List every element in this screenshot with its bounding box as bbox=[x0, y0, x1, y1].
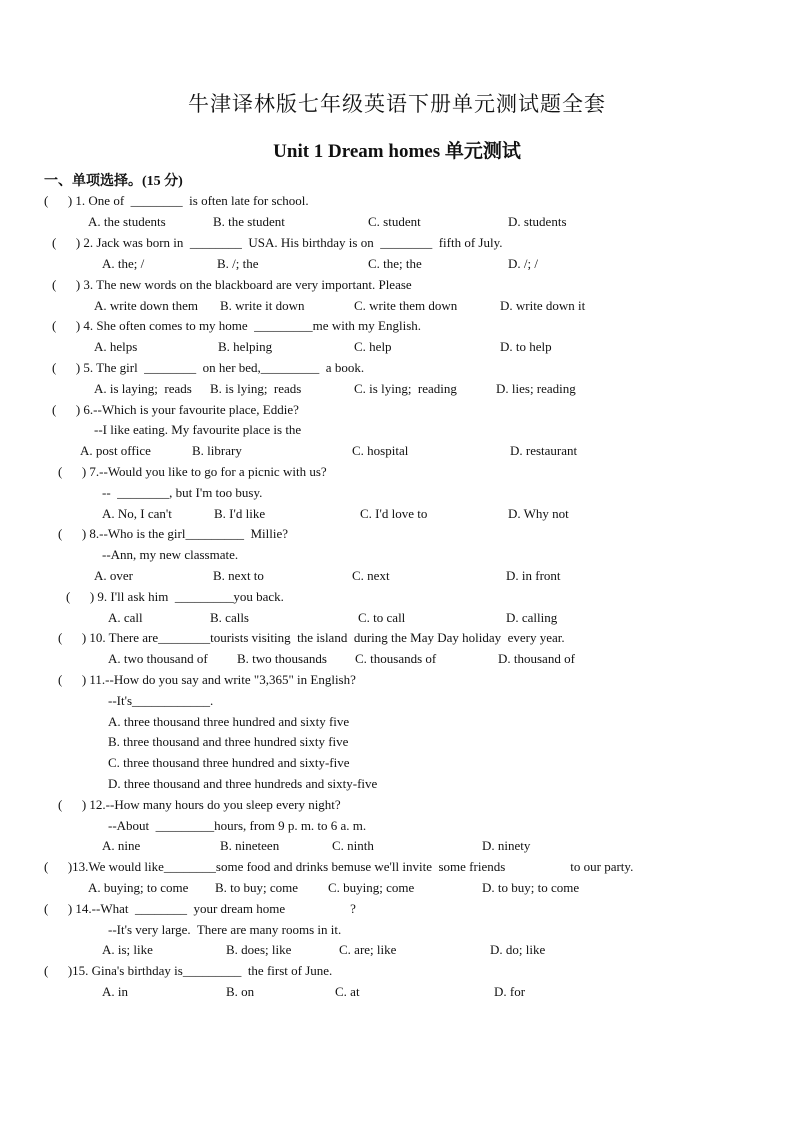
q14-option-d: D. do; like bbox=[490, 942, 546, 957]
q9-option-c: C. to call bbox=[358, 610, 406, 625]
question-11-continuation: --It's____________. bbox=[108, 693, 214, 708]
q7-option-b: B. I'd like bbox=[214, 506, 266, 521]
question-13-stem: ( )13.We would like________some food and drinks bemuse we'll invite some friends to our party. bbox=[44, 859, 634, 874]
q6-option-d: D. restaurant bbox=[510, 443, 578, 458]
question-8-stem: ( ) 8.--Who is the girl_________ Millie? bbox=[58, 526, 288, 541]
q11-option-d: D. three thousand and three hundreds and sixty-five bbox=[108, 776, 378, 791]
question-7-stem: ( ) 7.--Would you like to go for a picnic with us? bbox=[58, 464, 327, 479]
q12-option-a: A. nine bbox=[102, 838, 141, 853]
q9-option-a: A. call bbox=[108, 610, 143, 625]
q14-option-a: A. is; like bbox=[102, 942, 153, 957]
page-subtitle: Unit 1 Dream homes 单元测试 bbox=[273, 141, 521, 162]
q6-option-c: C. hospital bbox=[352, 443, 409, 458]
question-12-stem: ( ) 12.--How many hours do you sleep every night? bbox=[58, 797, 341, 812]
q11-option-b: B. three thousand and three hundred sixty five bbox=[108, 734, 349, 749]
q7-option-a: A. No, I can't bbox=[102, 506, 172, 521]
q8-option-c: C. next bbox=[352, 568, 390, 583]
q14-option-b: B. does; like bbox=[226, 942, 292, 957]
q14-option-c: C. are; like bbox=[339, 942, 397, 957]
q6-option-a: A. post office bbox=[80, 443, 151, 458]
q3-option-d: D. write down it bbox=[500, 298, 586, 313]
question-11-stem: ( ) 11.--How do you say and write "3,365" in English? bbox=[58, 672, 356, 687]
q5-option-b: B. is lying; reads bbox=[210, 381, 302, 396]
question-15-stem: ( )15. Gina's birthday is_________ the first of June. bbox=[44, 963, 333, 978]
q13-option-a: A. buying; to come bbox=[88, 880, 189, 895]
q11-option-a: A. three thousand three hundred and sixty five bbox=[108, 714, 350, 729]
q1-option-c: C. student bbox=[368, 214, 421, 229]
q9-option-d: D. calling bbox=[506, 610, 558, 625]
q2-option-b: B. /; the bbox=[217, 256, 259, 271]
question-10-stem: ( ) 10. There are________tourists visiting the island during the May Day holiday every year. bbox=[58, 630, 565, 645]
question-6-continuation: --I like eating. My favourite place is the bbox=[94, 422, 302, 437]
q6-option-b: B. library bbox=[192, 443, 242, 458]
q4-option-a: A. helps bbox=[94, 339, 138, 354]
q5-option-c: C. is lying; reading bbox=[354, 381, 457, 396]
q12-option-c: C. ninth bbox=[332, 838, 374, 853]
question-12-continuation: --About _________hours, from 9 p. m. to 6 a. m. bbox=[108, 818, 367, 833]
q1-option-a: A. the students bbox=[88, 214, 166, 229]
page-title: 牛津译林版七年级英语下册单元测试题全套 bbox=[188, 92, 606, 116]
q3-option-b: B. write it down bbox=[220, 298, 305, 313]
q8-option-d: D. in front bbox=[506, 568, 561, 583]
q4-option-b: B. helping bbox=[218, 339, 273, 354]
question-2-stem: ( ) 2. Jack was born in ________ USA. His birthday is on ________ fifth of July. bbox=[52, 235, 503, 250]
q13-option-d: D. to buy; to come bbox=[482, 880, 580, 895]
q2-option-a: A. the; / bbox=[102, 256, 145, 271]
q12-option-b: B. nineteen bbox=[220, 838, 280, 853]
question-14-continuation: --It's very large. There are many rooms in it. bbox=[108, 922, 342, 937]
q4-option-c: C. help bbox=[354, 339, 392, 354]
q8-option-a: A. over bbox=[94, 568, 133, 583]
section-heading: 一、单项选择。(15 分) bbox=[44, 174, 183, 189]
q15-option-d: D. for bbox=[494, 984, 526, 999]
q5-option-d: D. lies; reading bbox=[496, 381, 576, 396]
q15-option-c: C. at bbox=[335, 984, 360, 999]
q4-option-d: D. to help bbox=[500, 339, 552, 354]
q10-option-a: A. two thousand of bbox=[108, 651, 208, 666]
q2-option-d: D. /; / bbox=[508, 256, 538, 271]
question-1-stem: ( ) 1. One of ________ is often late for school. bbox=[44, 193, 309, 208]
question-7-continuation: -- ________, but I'm too busy. bbox=[102, 485, 263, 500]
q13-option-c: C. buying; come bbox=[328, 880, 415, 895]
q1-option-b: B. the student bbox=[213, 214, 285, 229]
question-4-stem: ( ) 4. She often comes to my home _________me with my English. bbox=[52, 318, 422, 333]
q13-option-b: B. to buy; come bbox=[215, 880, 299, 895]
question-8-continuation: --Ann, my new classmate. bbox=[102, 547, 239, 562]
q3-option-a: A. write down them bbox=[94, 298, 198, 313]
question-14-stem: ( ) 14.--What ________ your dream home ? bbox=[44, 901, 356, 916]
q9-option-b: B. calls bbox=[210, 610, 249, 625]
q8-option-b: B. next to bbox=[213, 568, 264, 583]
q1-option-d: D. students bbox=[508, 214, 567, 229]
q11-option-c: C. three thousand three hundred and sixty-five bbox=[108, 755, 350, 770]
question-9-stem: ( ) 9. I'll ask him _________you back. bbox=[66, 589, 284, 604]
q2-option-c: C. the; the bbox=[368, 256, 422, 271]
q5-option-a: A. is laying; reads bbox=[94, 381, 192, 396]
q15-option-a: A. in bbox=[102, 984, 128, 999]
q10-option-d: D. thousand of bbox=[498, 651, 575, 666]
question-6-stem: ( ) 6.--Which is your favourite place, Eddie? bbox=[52, 402, 299, 417]
question-3-stem: ( ) 3. The new words on the blackboard are very important. Please bbox=[52, 277, 412, 292]
q15-option-b: B. on bbox=[226, 984, 255, 999]
q12-option-d: D. ninety bbox=[482, 838, 531, 853]
q10-option-b: B. two thousands bbox=[237, 651, 327, 666]
q10-option-c: C. thousands of bbox=[355, 651, 437, 666]
question-5-stem: ( ) 5. The girl ________ on her bed,_________ a book. bbox=[52, 360, 365, 375]
q3-option-c: C. write them down bbox=[354, 298, 458, 313]
q7-option-d: D. Why not bbox=[508, 506, 569, 521]
q7-option-c: C. I'd love to bbox=[360, 506, 428, 521]
